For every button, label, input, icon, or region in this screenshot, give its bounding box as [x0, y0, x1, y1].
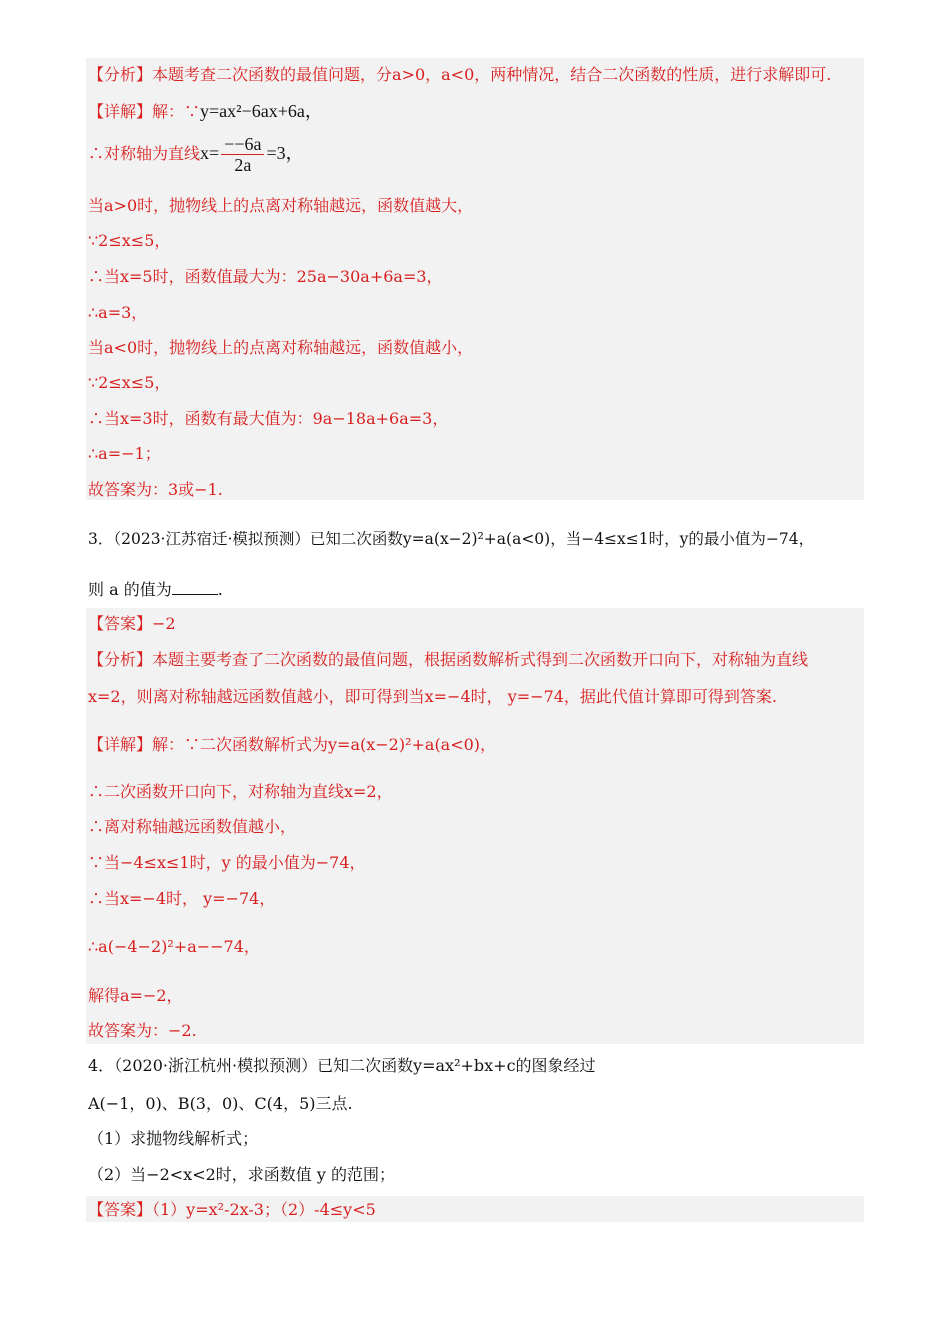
- q3-detail-line6: ∴a(−4−2)²+a−−74，: [88, 937, 260, 956]
- q3-stem-line2: [88, 578, 223, 601]
- q2-max2: ∴当x=3时，函数有最大值为：9a−18a+6a=3，: [88, 409, 449, 428]
- q2-axis-x: x=: [200, 143, 220, 163]
- q3-detail-line4: ∵当−4≤x≤1时，y 的最小值为−74，: [88, 853, 366, 872]
- q3-detail-line1: 【详解】解：∵二次函数解析式为y=a(x−2)²+a(a<0)，: [88, 735, 497, 754]
- q2-detail-equation: y=ax²−6ax+6a，: [200, 101, 323, 121]
- q2-axis-prefix: ∴对称轴为直线: [88, 144, 201, 163]
- q2-detail-line: [88, 100, 323, 123]
- q3-stem-suffix: .: [217, 580, 223, 599]
- q3-detail-line8: 故答案为：−2.: [88, 1021, 197, 1040]
- q3-analysis-line2: x=2，则离对称轴越远函数值越小，即可得到当x=−4时， y=−74，据此代值计算即可得到答案.: [88, 687, 778, 706]
- q3-detail-line5: ∴当x=−4时， y=−74，: [88, 889, 276, 908]
- q2-range1: ∵2≤x≤5，: [88, 231, 171, 250]
- q4-stem-line2: A(−1，0)、B(3，0)、C(4，5)三点.: [88, 1094, 353, 1113]
- q3-detail-line7: 解得a=−2，: [88, 986, 183, 1005]
- q2-axis-fraction: [221, 134, 264, 175]
- q2-analysis: 【分析】本题考查二次函数的最值问题，分a>0，a<0，两种情况，结合二次函数的性质，进行求解即可.: [88, 65, 832, 84]
- q2-max1: ∴当x=5时，函数值最大为：25a−30a+6a=3，: [88, 267, 443, 286]
- q3-detail-line2: ∴二次函数开口向下，对称轴为直线x=2，: [88, 782, 393, 801]
- q3-analysis-line1: 【分析】本题主要考查了二次函数的最值问题，根据函数解析式得到二次函数开口向下，对称轴为直线: [88, 650, 809, 669]
- q2-a-neg1: ∴a=−1；: [88, 444, 161, 463]
- q4-part1: （1）求抛物线解析式；: [88, 1129, 259, 1148]
- q2-axis-result: =3，: [266, 143, 304, 163]
- q2-pos-case: 当a>0时，抛物线上的点离对称轴越远，函数值越大，: [88, 196, 474, 215]
- q2-final: 故答案为：3或−1.: [88, 480, 223, 499]
- q2-axis-denominator: 2a: [234, 155, 252, 175]
- q2-axis-line: [88, 134, 304, 175]
- q2-a3: ∴a=3，: [88, 303, 148, 322]
- q3-stem-line1: 3．（2023·江苏宿迁·模拟预测）已知二次函数y=a(x−2)²+a(a<0)，当−4≤x≤1时，y的最小值为−74，: [88, 530, 815, 548]
- q2-detail-intro: 【详解】解：∵: [88, 102, 201, 121]
- q3-detail-line3: ∴离对称轴越远函数值越小，: [88, 817, 297, 836]
- q2-neg-case: 当a<0时，抛物线上的点离对称轴越远，函数值越小，: [88, 338, 474, 357]
- q4-part2: （2）当−2<x<2时，求函数值 y 的范围；: [88, 1165, 395, 1184]
- q2-range2: ∵2≤x≤5，: [88, 373, 171, 392]
- q3-answer: 【答案】−2: [88, 614, 176, 633]
- q4-answer: 【答案】（1）y=x²-2x-3；（2）-4≤y<5: [88, 1200, 376, 1219]
- q4-stem-line1: 4．（2020·浙江杭州·模拟预测）已知二次函数y=ax²+bx+c的图象经过: [88, 1056, 596, 1075]
- q3-answer-blank: [172, 578, 218, 595]
- q2-axis-numerator: −−6a: [221, 134, 264, 155]
- q3-stem-prefix: 则 a 的值为: [88, 580, 172, 599]
